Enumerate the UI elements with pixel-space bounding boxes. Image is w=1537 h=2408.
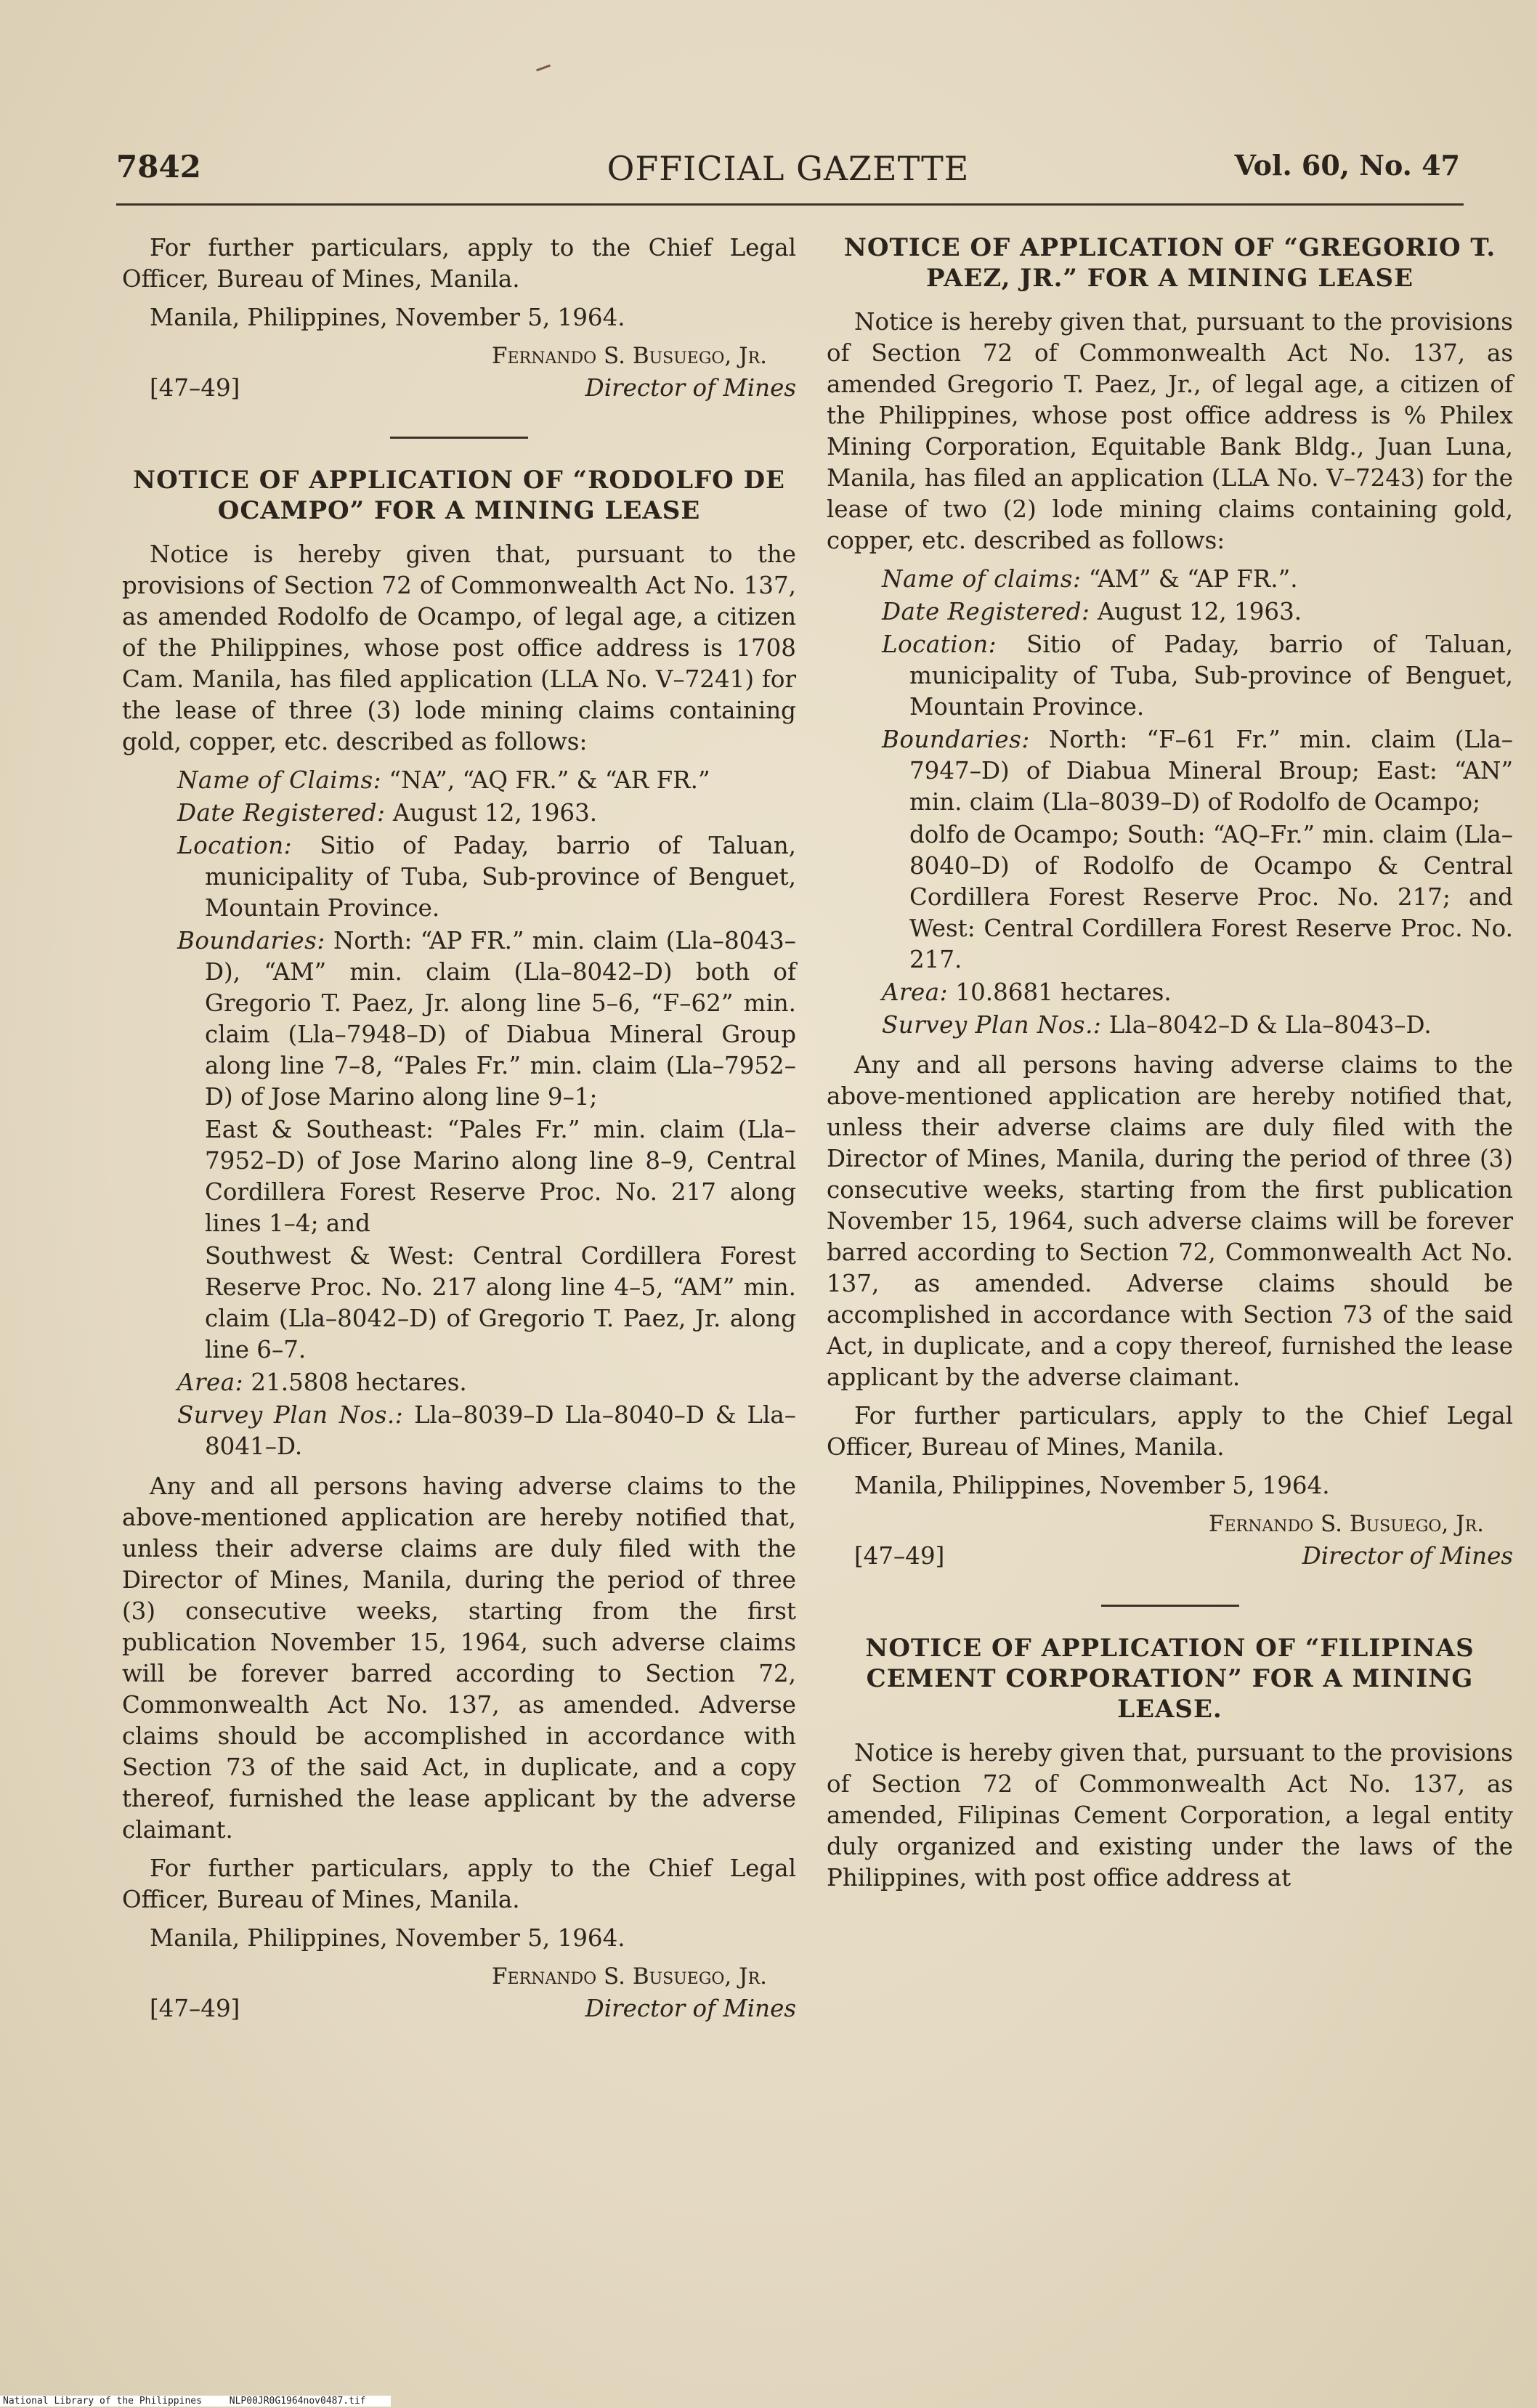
section-divider (1101, 1605, 1239, 1607)
area-label: Area: (177, 1369, 244, 1396)
boundaries-east: East & Southeast: “Pales Fr.” min. claim (Lla–7952–D) of Jose Marino along line 8–9, Central Cordillera Forest Reserve Proc. No. 217 along lines 1–4; and (205, 1116, 796, 1237)
area-label: Area: (882, 978, 949, 1006)
location-label: Location: (177, 832, 293, 859)
boundaries-north: North: “F–61 Fr.” min. claim (Lla–7947–D) of Diabua Mineral Broup; East: “AN” min. claim (Lla–8039–D) of Rodolfo de Ocampo; (909, 726, 1513, 816)
particulars: For further particulars, apply to the Chief Legal Officer, Bureau of Mines, Manila. (122, 1854, 796, 1913)
boundaries-entry (854, 724, 1513, 818)
area-value: 21.5808 hectares. (251, 1369, 467, 1396)
adverse-claims: Any and all persons having adverse claims to the above-mentioned application are hereby notified that, unless their adverse claims are duly filed with the Director of Mines, Manila, during the period of three (3) consecutive weeks, starting from the first publication November 15, 1964, such adverse claims will be forever barred according to Section 72, Commonwealth Act No. 137, as amended. Adverse claims should be accomplished in accordance with Section 73 of the said Act, in duplicate, and a copy thereof, furnished the lease applicant by the adverse claimant. (122, 1472, 796, 1844)
date-value: August 12, 1963. (392, 799, 598, 827)
claims-entry (854, 564, 1513, 595)
claims-label: Name of Claims: (177, 766, 382, 794)
boundaries-south: dolfo de Ocampo; South: “AQ–Fr.” min. claim (Lla–8040–D) of Rodolfo de Ocampo & Central Cordillera Forest Reserve Proc. No. 217; and West: Central Cordillera Forest Reserve Proc. No. 217. (909, 821, 1513, 973)
library-credit: National Library of the Philippines (3, 2396, 202, 2407)
signature (827, 1509, 1513, 1578)
signatory-title: Director of Mines (585, 1995, 796, 2022)
date-entry (854, 596, 1513, 628)
area-entry (854, 977, 1513, 1008)
dateline: Manila, Philippines, November 5, 1964. (854, 1472, 1330, 1499)
boundaries-southwest: Southwest & West: Central Cordillera Forest Reserve Proc. No. 217 along line 4–5, “AM” min. claim (Lla–8042–D) of Gregorio T. Paez, Jr. along line 6–7. (205, 1242, 796, 1363)
boundaries-label: Boundaries: (177, 927, 325, 954)
left-column (122, 232, 796, 2038)
survey-label: Survey Plan Nos.: (177, 1401, 404, 1429)
signature (122, 1961, 796, 2031)
issue-reference: [47–49] (150, 374, 240, 402)
survey-entry (854, 1010, 1513, 1041)
claims-label: Name of claims: (882, 565, 1082, 593)
date-value: August 12, 1963. (1097, 598, 1302, 625)
signatory-name: Fernando S. Busuego, Jr. (491, 1963, 767, 1990)
issue-reference: [47–49] (150, 1995, 240, 2022)
boundaries-label: Boundaries: (882, 726, 1030, 753)
notice-title-filipinas: NOTICE OF APPLICATION OF “FILIPINAS CEMENT CORPORATION” FOR A MINING LEASE. (865, 1634, 1475, 1724)
claims-entry (150, 765, 796, 796)
notice-title-paez: NOTICE OF APPLICATION OF “GREGORIO T. PAEZ, JR.” FOR A MINING LEASE (843, 233, 1496, 293)
signatory-name: Fernando S. Busuego, Jr. (491, 343, 767, 369)
date-label: Date Registered: (177, 799, 386, 827)
section-divider (390, 437, 528, 439)
survey-value: Lla–8039–D Lla–8040–D & Lla–8041–D. (205, 1401, 796, 1460)
notice-body-paez: Notice is hereby given that, pursuant to the provisions of Section 72 of Commonwealth Act No. 137, as amended Gregorio T. Paez, Jr., of legal age, a citizen of the Philippines, whose post office address is % Philex Mining Corporation, Equitable Bank Bldg., Juan Luna, Manila, has filed an application (LLA No. V–7243) for the lease of two (2) lode mining claims containing gold, copper, etc. described as follows: (827, 308, 1513, 554)
location-entry (854, 629, 1513, 723)
publication-title: OFFICIAL GAZETTE (607, 149, 970, 188)
notice-body-filipinas: Notice is hereby given that, pursuant to the provisions of Section 72 of Commonwealth Act No. 137, as amended, Filipinas Cement Corporation, a legal entity duly organized and existing under the laws of the Philippines, with post office address at (827, 1739, 1513, 1892)
location-label: Location: (882, 631, 997, 658)
adverse-claims: Any and all persons having adverse claims to the above-mentioned application are hereby notified that, unless their adverse claims are duly filed with the Director of Mines, Manila, during the period of three (3) consecutive weeks, starting from the first publication November 15, 1964, such adverse claims will be forever barred according to Section 72, Commonwealth Act No. 137, as amended. Adverse claims should be accomplished in accordance with Section 73 of the said Act, in duplicate, and a copy thereof, furnished the lease applicant by the adverse claimant. (827, 1051, 1513, 1391)
particulars: For further particulars, apply to the Chief Legal Officer, Bureau of Mines, Manila. (827, 1402, 1513, 1461)
issue-reference: [47–49] (854, 1542, 945, 1570)
notice-title-ocampo: NOTICE OF APPLICATION OF “RODOLFO DE OCAMPO” FOR A MINING LEASE (133, 466, 785, 525)
intro-signature (122, 341, 796, 410)
area-entry (150, 1367, 796, 1398)
page-number: 7842 (116, 149, 201, 185)
area-value: 10.8681 hectares. (955, 978, 1172, 1006)
notice-body-ocampo: Notice is hereby given that, pursuant to the provisions of Section 72 of Commonwealth Act No. 137, as amended Rodolfo de Ocampo, of legal age, a citizen of the Philippines, whose post office address is 1708 Cam. Manila, has filed application (LLA No. V–7241) for the lease of three (3) lode mining claims containing gold, copper, etc. described as follows: (122, 540, 796, 755)
claims-value: “NA”, “AQ FR.” & “AR FR.” (389, 766, 710, 794)
location-value: Sitio of Paday, barrio of Taluan, municipality of Tuba, Sub-province of Benguet, Mountain Province. (909, 631, 1513, 721)
survey-entry (150, 1400, 796, 1462)
right-column (827, 232, 1513, 1901)
header-rule (116, 203, 1464, 206)
dateline: Manila, Philippines, November 5, 1964. (150, 1924, 625, 1952)
pen-mark (536, 65, 551, 72)
boundaries-entry (150, 925, 796, 1113)
date-entry (150, 798, 796, 829)
location-entry (150, 830, 796, 924)
location-value: Sitio of Paday, barrio of Taluan, municipality of Tuba, Sub-province of Benguet, Mountain Province. (205, 832, 796, 922)
signatory-title: Director of Mines (585, 374, 796, 402)
survey-value: Lla–8042–D & Lla–8043–D. (1108, 1011, 1432, 1039)
signatory-name: Fernando S. Busuego, Jr. (1208, 1511, 1484, 1537)
intro-particulars: For further particulars, apply to the Chief Legal Officer, Bureau of Mines, Manila. (122, 234, 796, 293)
scan-footer (0, 2396, 391, 2407)
intro-dateline: Manila, Philippines, November 5, 1964. (150, 304, 625, 331)
date-label: Date Registered: (882, 598, 1090, 625)
volume-number: Vol. 60, No. 47 (1234, 149, 1460, 182)
survey-label: Survey Plan Nos.: (882, 1011, 1102, 1039)
file-id: NLP00JR0G1964nov0487.tif (229, 2396, 366, 2407)
signatory-title: Director of Mines (1302, 1542, 1513, 1570)
claims-value: “AM” & “AP FR.”. (1088, 565, 1298, 593)
page-header (116, 149, 1460, 192)
boundaries-north: North: “AP FR.” min. claim (Lla–8043–D), “AM” min. claim (Lla–8042–D) both of Gregorio T. Paez, Jr. along line 5–6, “F–62” min. claim (Lla–7948–D) of Diabua Mineral Group along line 7–8, “Pales Fr.” min. claim (Lla–7952–D) of Jose Marino along line 9–1; (205, 927, 796, 1111)
